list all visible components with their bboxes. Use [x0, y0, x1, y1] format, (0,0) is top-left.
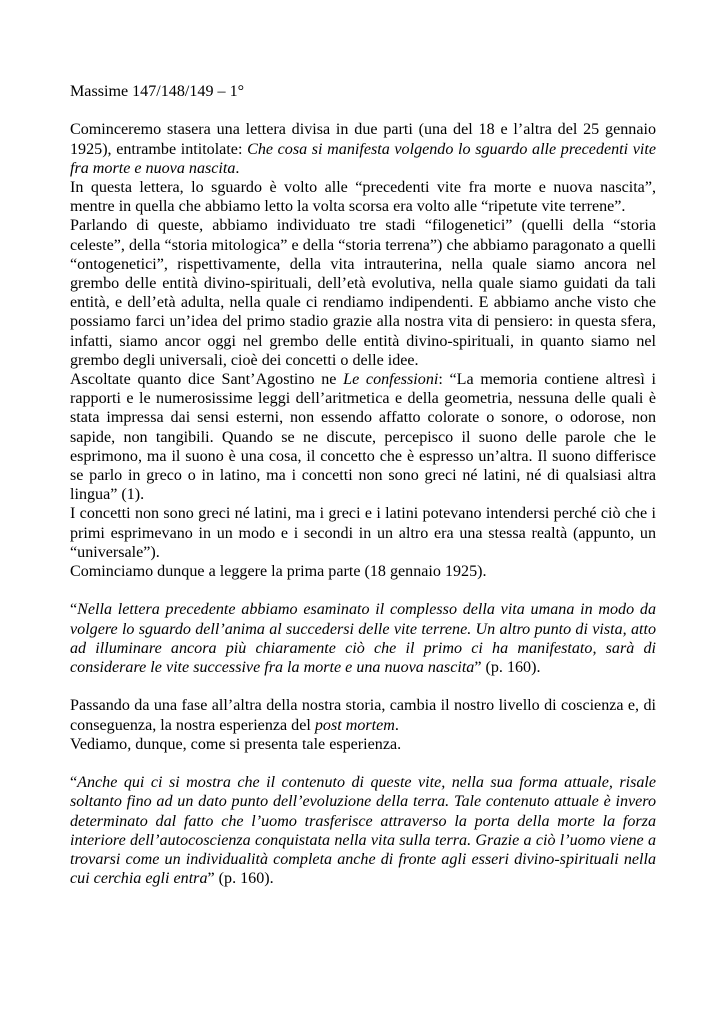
quote-first-citation: ” (p. 160).	[474, 659, 541, 677]
paragraph-augustine-lead: Ascoltate quanto dice Sant’Agostino ne	[70, 371, 344, 389]
paragraph-augustine	[70, 370, 656, 504]
paragraph-intro	[70, 120, 656, 178]
book-title-italic: Le confessioni	[343, 371, 439, 389]
letter-title-italic: Che cosa si manifesta volgendo lo sguardo alle precedenti vite fra morte e nuova nascita	[70, 140, 657, 177]
paragraph-concepts: I concetti non sono greci né latini, ma i greci e i latini potevano intendersi perché ciò che i primi esprimevano in un modo e i secondi in un altro era una stessa realtà (appunto, un “universale”).	[70, 505, 656, 561]
paragraph-post-mortem-end: .	[394, 716, 399, 734]
paragraph-spacer	[70, 754, 656, 773]
paragraph-intro-end: .	[235, 159, 240, 177]
paragraph-experience: Vediamo, dunque, come si presenta tale esperienza.	[70, 735, 402, 753]
quote-block-second	[70, 773, 656, 888]
paragraph-spacer	[70, 581, 656, 600]
quote-open-mark: “	[70, 774, 78, 792]
page-title: Massime 147/148/149 – 1°	[70, 83, 245, 100]
quote-first-text: Nella lettera precedente abbiamo esaminato il complesso della vita umana in modo da volgere lo sguardo dell’anima al succedersi delle vite terrene. Un altro punto di vista, atto ad illuminare ancora più chiaramente ciò che il primo ci ha manifestato, sarà di considerare le vite successive fra la morte e una nuova nascita	[70, 601, 656, 677]
paragraph-intro-text: Cominceremo stasera una lettera divisa in due parti (una del 18 e l’altra del 25 gennaio 1925), entrambe intitolate:	[70, 121, 656, 158]
document-page	[70, 82, 656, 888]
quote-block-first	[70, 600, 656, 677]
quote-open-mark: “	[70, 601, 78, 619]
paragraph-post-mortem	[70, 696, 656, 734]
paragraph-start-reading: Cominciamo dunque a leggere la prima parte (18 gennaio 1925).	[70, 563, 487, 581]
paragraph-post-mortem-text: Passando da una fase all’altra della nostra storia, cambia il nostro livello di coscienza e, di conseguenza, la nostra esperienza del	[70, 697, 656, 734]
paragraph-augustine-quote: : “La memoria contiene altresì i rapporti e le numerosissime leggi dell’aritmetica e della geometria, nessuna delle quali è stata impressa dai sensi esterni, non essendo affatto colorate o sonore, o odorose, non sapide, non tangibili. Quando se ne discute, percepisco il suono delle parole che le esprimono, ma il suono è una cosa, il concetto che è espresso un’altra. Il suono differisce se parlo in greco o in latino, ma i concetti non sono greci né latini, né di qualsiasi altra lingua” (1).	[70, 371, 656, 504]
quote-second-text: Anche qui ci si mostra che il contenuto di queste vite, nella sua forma attuale, risale soltanto fino ad un dato punto dell’evoluzione della terra. Tale contenuto attuale è invero determinato dal fatto che l’uomo trasferisce attraverso la porta della morte la forza interiore dell’autocoscienza conquistata nella vita sulla terra. Grazie a ciò l’uomo viene a trovarsi come un individualità completa anche di fronte agli esseri divino-spirituali nella cui cerchia egli entra	[70, 774, 656, 888]
quote-second-citation: ” (p. 160).	[207, 870, 274, 888]
paragraph-stages: Parlando di queste, abbiamo individuato tre stadi “filogenetici” (quelli della “storia celeste”, della “storia mitologica” e della “storia terrena”) che abbiamo paragonato a quelli “ontogenetici”, rispettivamente, della vita intrauterina, nella quale siamo ancora nel grembo delle entità divino-spirituali, dell’età evolutiva, nella quale siamo guidati da tali entità, e dell’età adulta, nella quale ci rendiamo indipendenti. E abbiamo anche visto che possiamo farci un’idea del primo stadio grazie alla nostra vita di pensiero: in questa sfera, infatti, siamo ancor oggi nel grembo delle entità divino-spirituali, in quanto siamo nel grembo degli universali, cioè dei concetti o delle idee.	[70, 217, 656, 369]
paragraph-spacer	[70, 677, 656, 696]
paragraph-letter-focus: In questa lettera, lo sguardo è volto alle “precedenti vite fra morte e nuova nascita”, mentre in quella che abbiamo letto la volta scorsa era volto alle “ripetute vite terrene”.	[70, 179, 656, 216]
post-mortem-italic: post mortem	[314, 716, 395, 734]
